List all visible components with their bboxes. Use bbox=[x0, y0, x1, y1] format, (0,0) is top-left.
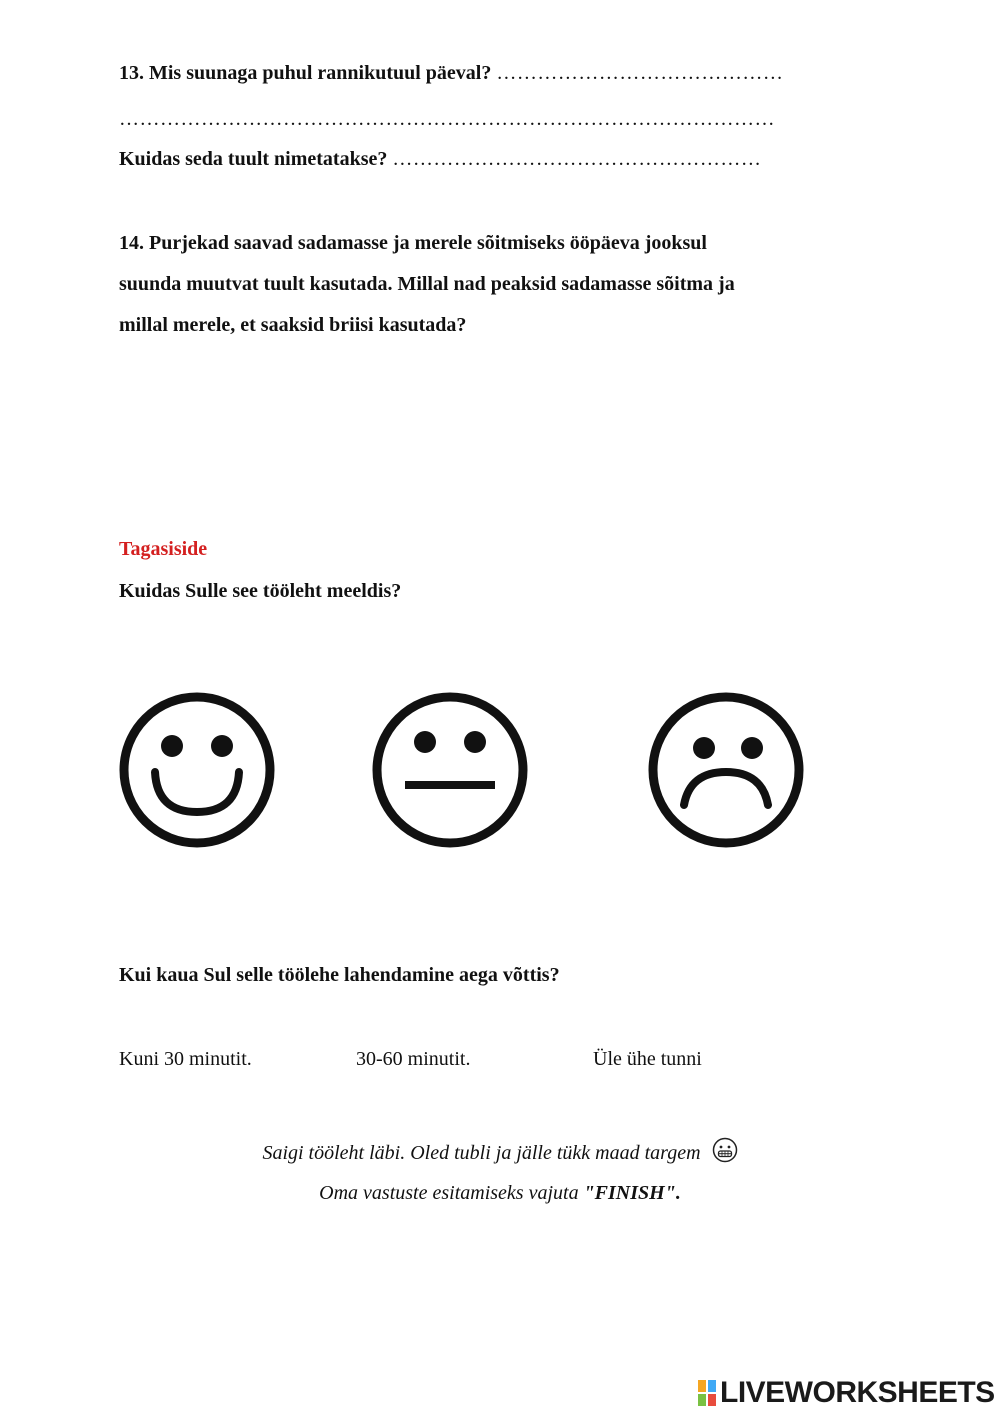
time-question: Kui kaua Sul selle töölehe lahendamine aega võttis? bbox=[119, 964, 560, 986]
q14-answer-area[interactable] bbox=[119, 350, 879, 500]
time-option-30-60[interactable]: 30-60 minutit. bbox=[356, 1048, 471, 1070]
finish-keyword: "FINISH". bbox=[583, 1182, 681, 1204]
time-option-under-30[interactable]: Kuni 30 minutit. bbox=[119, 1048, 252, 1070]
q14-text-line-2: suunda muutvat tuult kasutada. Millal nad peaksid sadamasse sõitma ja bbox=[119, 273, 735, 295]
closing-line-1 bbox=[0, 1137, 1000, 1165]
sad-face-icon[interactable] bbox=[646, 690, 806, 850]
q13-question: 13. Mis suunaga puhul rannikutuul päeval? bbox=[119, 62, 492, 84]
closing-text-1: Saigi tööleht läbi. Oled tubli ja jälle tükk maad targem bbox=[262, 1142, 701, 1164]
q13-sub-answer-field[interactable]: ……………………………………………… bbox=[392, 148, 762, 170]
grinning-face-icon bbox=[712, 1137, 738, 1163]
q13-answer-field-2[interactable]: …………………………………………………………………………………… bbox=[119, 108, 775, 130]
closing-line-2 bbox=[0, 1182, 1000, 1205]
feedback-question: Kuidas Sulle see tööleht meeldis? bbox=[119, 580, 402, 602]
logo-text: LIVEWORKSHEETS bbox=[720, 1376, 995, 1409]
time-option-over-hour[interactable]: Üle ühe tunni bbox=[593, 1048, 702, 1070]
q14-text-line-3: millal merele, et saaksid briisi kasutada? bbox=[119, 314, 467, 336]
q13-line bbox=[119, 62, 783, 85]
happy-face-icon[interactable] bbox=[117, 690, 277, 850]
q13-sub-line bbox=[119, 148, 761, 171]
closing-text-2: Oma vastuste esitamiseks vajuta bbox=[319, 1182, 579, 1204]
liveworksheets-logo bbox=[696, 1375, 995, 1411]
feedback-heading: Tagasiside bbox=[119, 538, 208, 560]
liveworksheets-logo-icon bbox=[696, 1378, 718, 1408]
q13-answer-field-1[interactable]: …………………………………… bbox=[496, 62, 784, 84]
neutral-face-icon[interactable] bbox=[370, 690, 530, 850]
q14-text-line-1: 14. Purjekad saavad sadamasse ja merele sõitmiseks ööpäeva jooksul bbox=[119, 232, 707, 254]
q13-sub-question: Kuidas seda tuult nimetatakse? bbox=[119, 148, 388, 170]
